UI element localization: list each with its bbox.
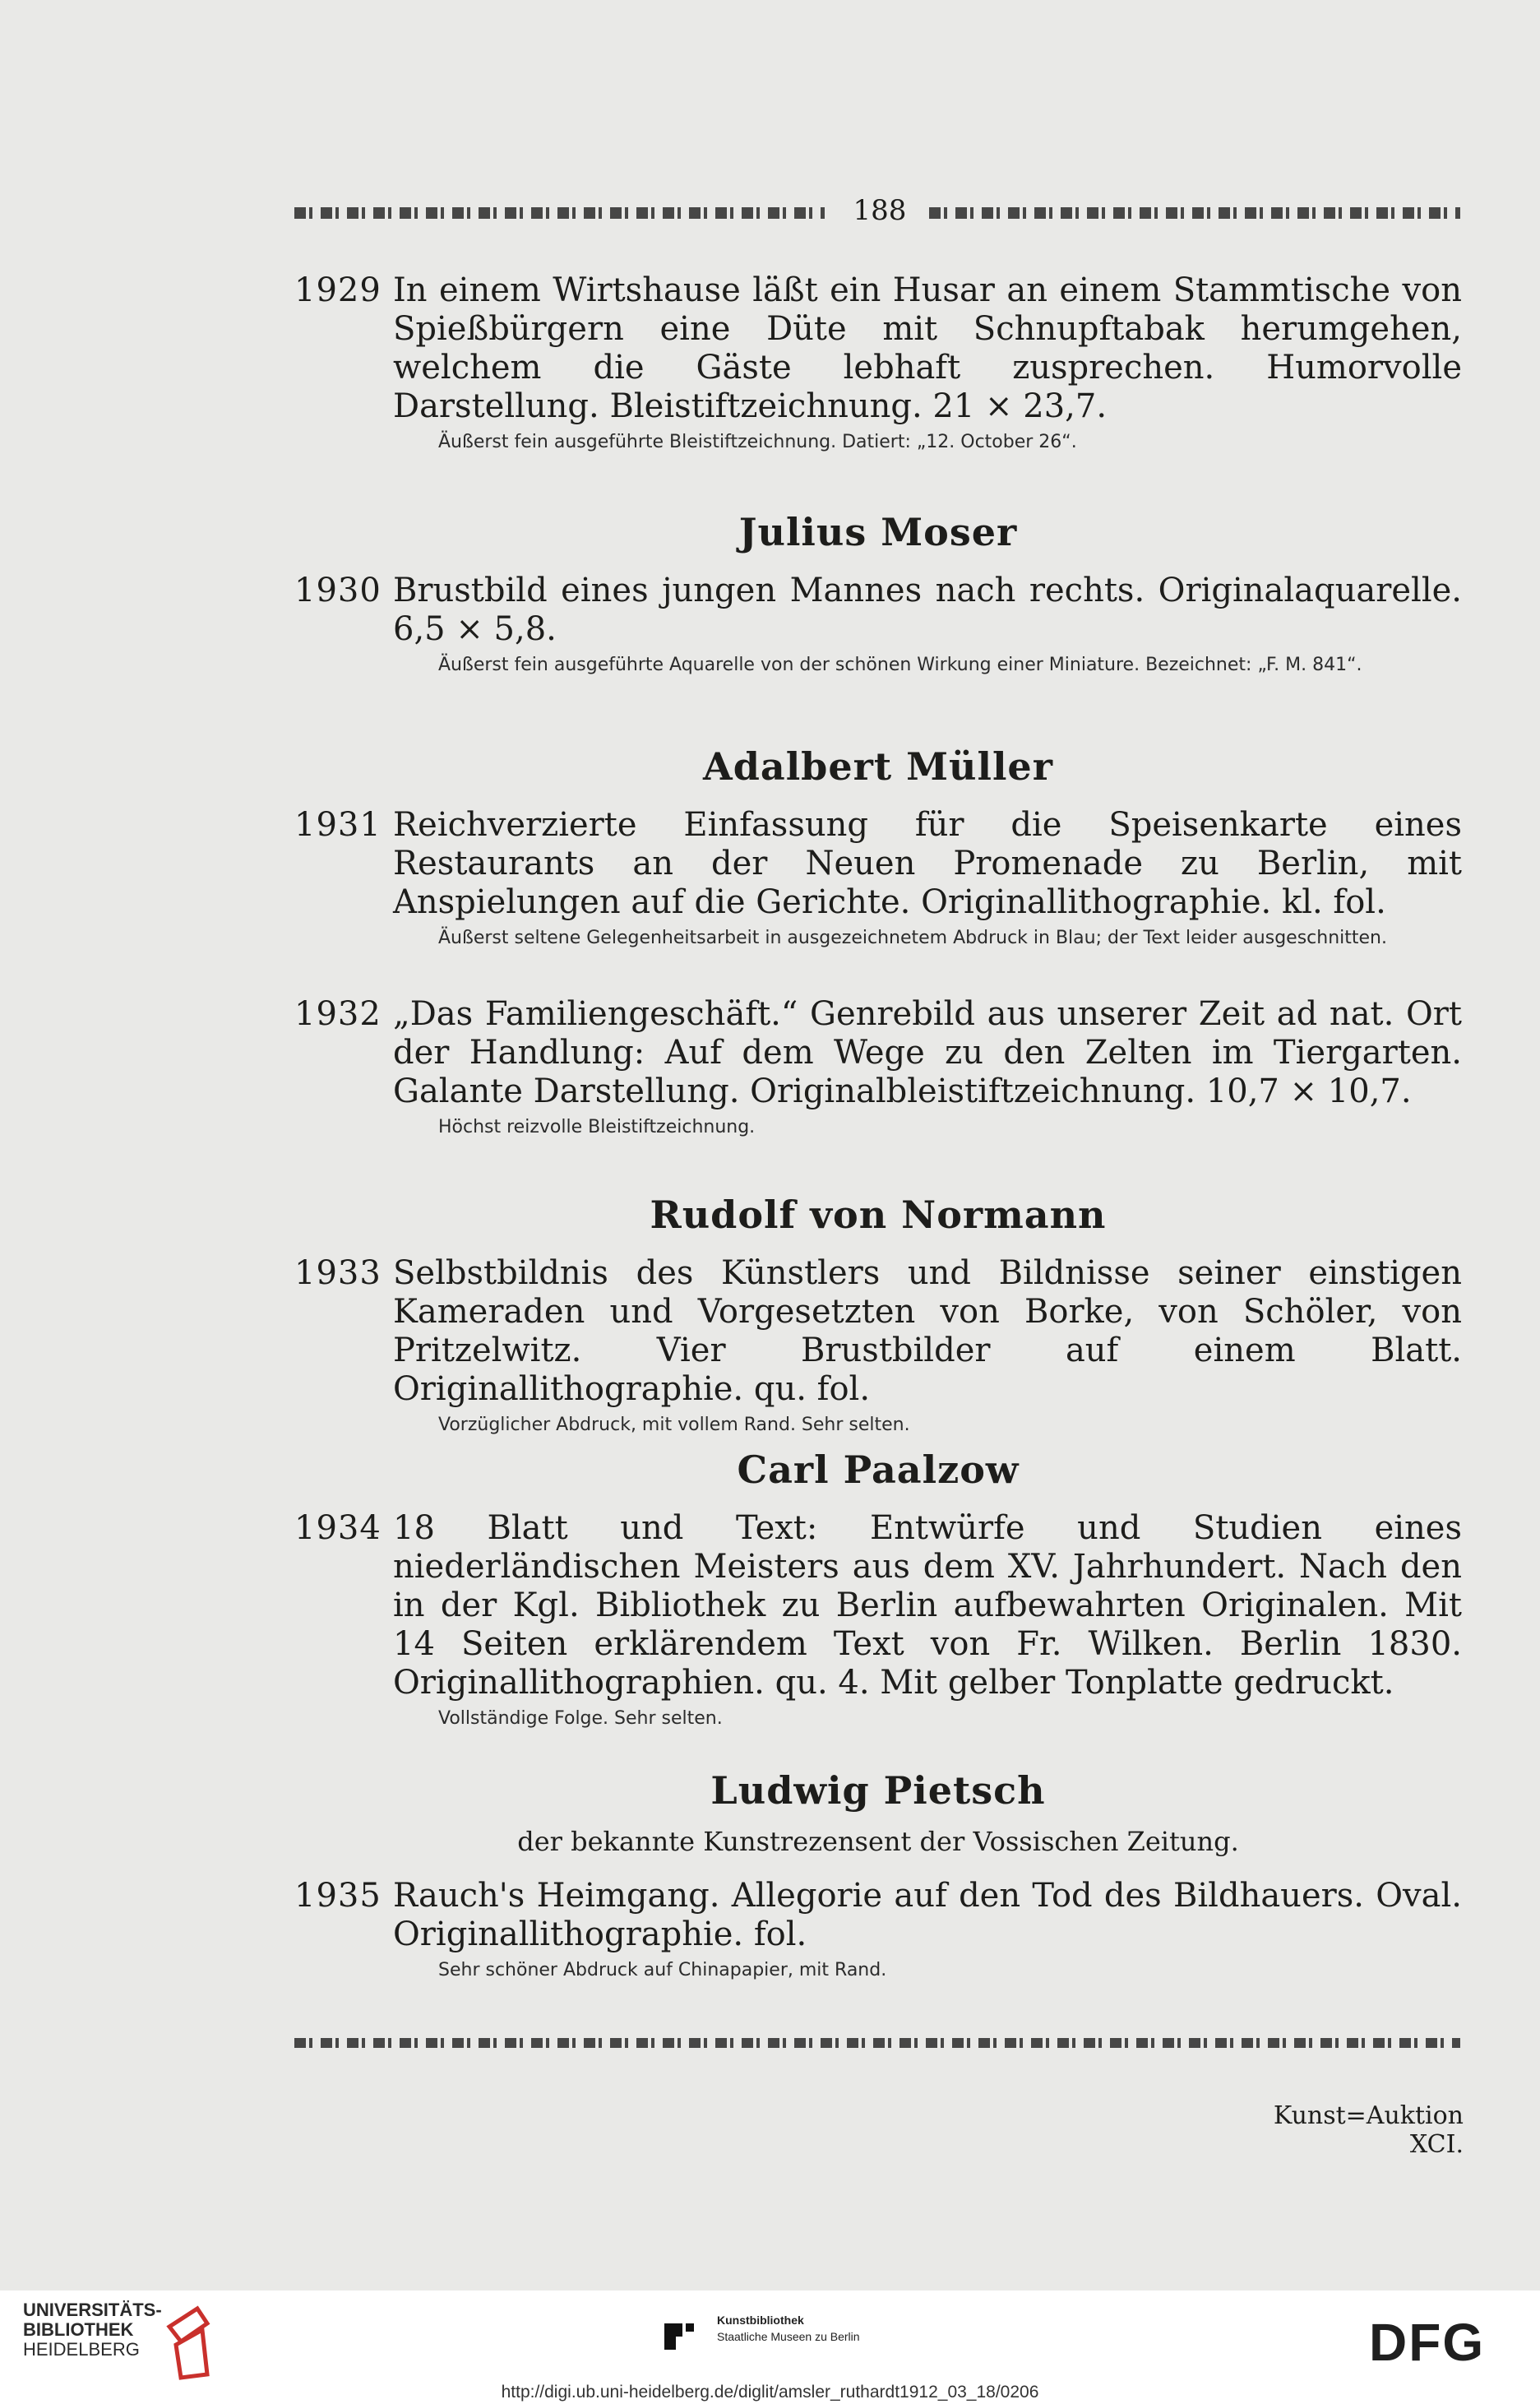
entry-note: Äußerst seltene Gelegenheitsarbeit in ausgezeichnetem Abdruck in Blau; der Text leider ausgeschnitten. — [438, 928, 1387, 948]
artist-heading: Rudolf von Normann — [650, 1193, 1107, 1237]
library-mark-icon — [164, 2302, 212, 2381]
catalog-entry — [294, 995, 1462, 1139]
kb-subtitle: Staatliche Museen zu Berlin — [717, 2330, 860, 2343]
entry-note: Vorzüglicher Abdruck, mit vollem Rand. Sehr selten. — [438, 1415, 910, 1435]
entry-note: Äußerst fein ausgeführte Bleistiftzeichnung. Datiert: „12. October 26“. — [438, 432, 1077, 452]
entry-number: 1932 — [294, 995, 382, 1033]
entry-text: Brustbild eines jungen Mannes nach rechts. Originalaquarelle. 6,5 × 5,8. — [393, 572, 1462, 648]
entry-text: In einem Wirtshause läßt ein Husar an einem Stammtische von Spießbürgern eine Düte mit Schnupftabak herumgehen, welchem die Gäste lebhaft zusprechen. Humorvolle Darstellung. Bleistiftzeichnung. 21 × 23,7. — [393, 271, 1462, 425]
uni-line2: BIBLIOTHEK — [23, 2319, 134, 2340]
page-number: 188 — [853, 194, 907, 227]
ornament-bottom — [294, 2038, 1460, 2048]
digitization-footer — [0, 2291, 1540, 2404]
catalog-entry — [294, 271, 1462, 454]
ornament-left — [294, 207, 825, 219]
uni-line3: HEIDELBERG — [23, 2339, 140, 2360]
catalog-entry — [294, 572, 1462, 677]
entry-note: Sehr schöner Abdruck auf Chinapapier, mit Rand. — [438, 1960, 887, 1980]
kunstbibliothek-logo — [658, 2309, 929, 2366]
catalog-entry — [294, 1254, 1462, 1437]
entry-text: Rauch's Heimgang. Allegorie auf den Tod des Bildhauers. Oval. Originallithographie. fol. — [393, 1877, 1462, 1953]
catalog-entry — [294, 806, 1462, 950]
artist-heading: Carl Paalzow — [737, 1447, 1020, 1492]
entry-number: 1934 — [294, 1509, 382, 1547]
entry-number: 1935 — [294, 1877, 382, 1915]
ornament-right — [929, 207, 1460, 219]
uni-line1: UNIVERSITÄTS- — [23, 2300, 162, 2320]
entry-text: „Das Familiengeschäft.“ Genrebild aus unserer Zeit ad nat. Ort der Handlung: Auf dem Wege zu den Zelten im Tiergarten. Galante Darstellung. Originalbleistiftzeichnung. 10,7 × 10,7. — [393, 995, 1462, 1110]
university-library-logo — [23, 2300, 212, 2383]
artist-heading: Ludwig Pietsch — [710, 1768, 1046, 1813]
entry-number: 1933 — [294, 1254, 382, 1292]
entry-text: Reichverzierte Einfassung für die Speisenkarte eines Restaurants an der Neuen Promenade zu Berlin, mit Anspielungen auf die Gerichte. Originallithographie. kl. fol. — [393, 806, 1462, 921]
museum-mark-icon — [658, 2314, 701, 2356]
dfg-logo: DFG — [1369, 2313, 1486, 2372]
artist-heading: Adalbert Müller — [703, 744, 1053, 789]
catalog-entry — [294, 1877, 1462, 1982]
entry-number: 1930 — [294, 572, 382, 609]
catalog-entry — [294, 1509, 1462, 1730]
entry-number: 1929 — [294, 271, 382, 309]
source-url[interactable]: http://digi.ub.uni-heidelberg.de/diglit/amsler_ruthardt1912_03_18/0206 — [501, 2383, 1039, 2402]
entry-text: 18 Blatt und Text: Entwürfe und Studien eines niederländischen Meisters aus dem XV. Jahrhundert. Nach den in der Kgl. Bibliothek zu Berlin aufbewahrten Originalen. Mit 14 Seiten erklärendem Text von Fr. Wilken. Berlin 1830. Originallithographien. qu. 4. Mit gelber Tonplatte gedruckt. — [393, 1509, 1462, 1702]
page-footer: Kunst=Auktion XCI. — [1273, 2101, 1464, 2159]
artist-subline: der bekannte Kunstrezensent der Vossischen Zeitung. — [517, 1826, 1239, 1857]
entry-note: Vollständige Folge. Sehr selten. — [438, 1708, 723, 1729]
entry-text: Selbstbildnis des Künstlers und Bildnisse seiner einstigen Kameraden und Vorgesetzten von Borke, von Schöler, von Pritzelwitz. Vier Brustbilder auf einem Blatt. Originallithographie. qu. fol. — [393, 1254, 1462, 1408]
entry-number: 1931 — [294, 806, 382, 844]
entry-note: Äußerst fein ausgeführte Aquarelle von der schönen Wirkung einer Miniature. Bezeichnet: „F. M. 841“. — [438, 655, 1362, 675]
kb-title: Kunstbibliothek — [717, 2314, 804, 2327]
entry-note: Höchst reizvolle Bleistiftzeichnung. — [438, 1117, 756, 1137]
artist-heading: Julius Moser — [738, 510, 1018, 554]
